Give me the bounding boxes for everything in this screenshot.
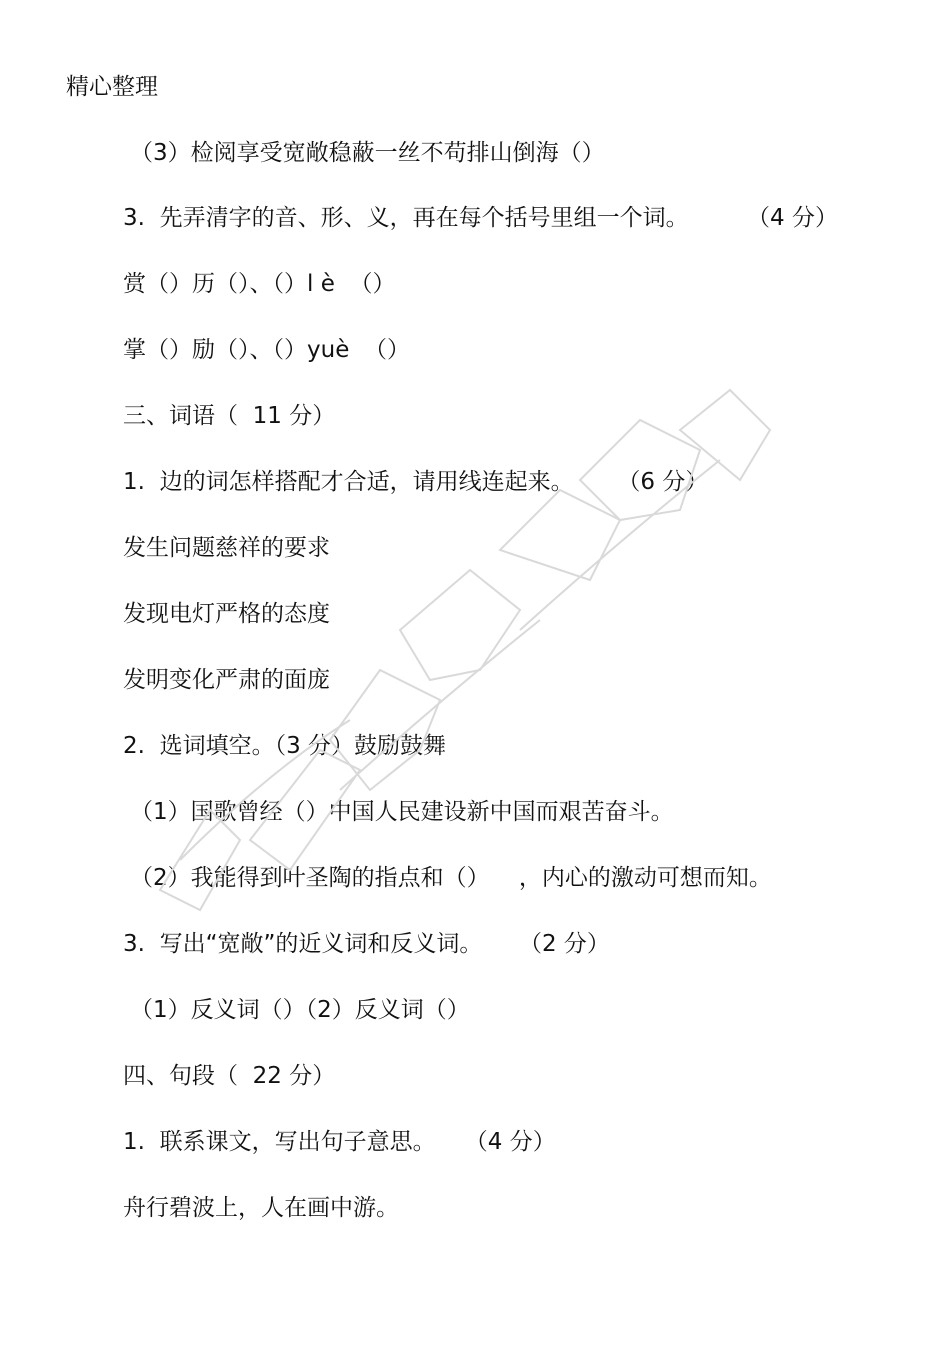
section-3-heading: 三、词语（ 11 分） xyxy=(123,403,336,429)
question-1-instruction: 1. 边的词怎样搭配才合适，请用线连起来。 （6 分） xyxy=(123,469,709,495)
fill-row-shang: 赏（）历（）、（）l è （） xyxy=(123,271,396,297)
matching-row-2: 发现电灯严格的态度 xyxy=(123,601,330,627)
question-2-instruction: 2. 选词填空。（3 分）鼓励鼓舞 xyxy=(123,733,447,759)
fill-row-zhang: 掌（）励（）、（）yuè （） xyxy=(123,337,410,363)
matching-row-1: 发生问题慈祥的要求 xyxy=(123,535,330,561)
antonym-answers: （1）反义词（）（2）反义词（） xyxy=(130,997,470,1023)
fill-blank-sentence-1: （1）国歌曾经（）中国人民建设新中国而艰苦奋斗。 xyxy=(130,799,674,825)
quoted-sentence: 舟行碧波上，人在画中游。 xyxy=(123,1195,399,1221)
question-3-synonyms: 3. 写出“宽敞”的近义词和反义词。 （2 分） xyxy=(123,931,610,957)
question-1-explain: 1. 联系课文，写出句子意思。 （4 分） xyxy=(123,1129,556,1155)
watermark-logo xyxy=(120,370,820,930)
page-header: 精心整理 xyxy=(66,74,158,100)
question-3-instruction: 3. 先弄清字的音、形、义，再在每个括号里组一个词。 （4 分） xyxy=(123,205,838,231)
section-4-heading: 四、句段（ 22 分） xyxy=(123,1063,336,1089)
fill-blank-sentence-2: （2）我能得到叶圣陶的指点和（） ，内心的激动可想而知。 xyxy=(130,865,772,891)
exercise-line-3-words: （3）检阅享受宽敞稳蔽一丝不苟排山倒海（） xyxy=(130,140,605,166)
matching-row-3: 发明变化严肃的面庞 xyxy=(123,667,330,693)
